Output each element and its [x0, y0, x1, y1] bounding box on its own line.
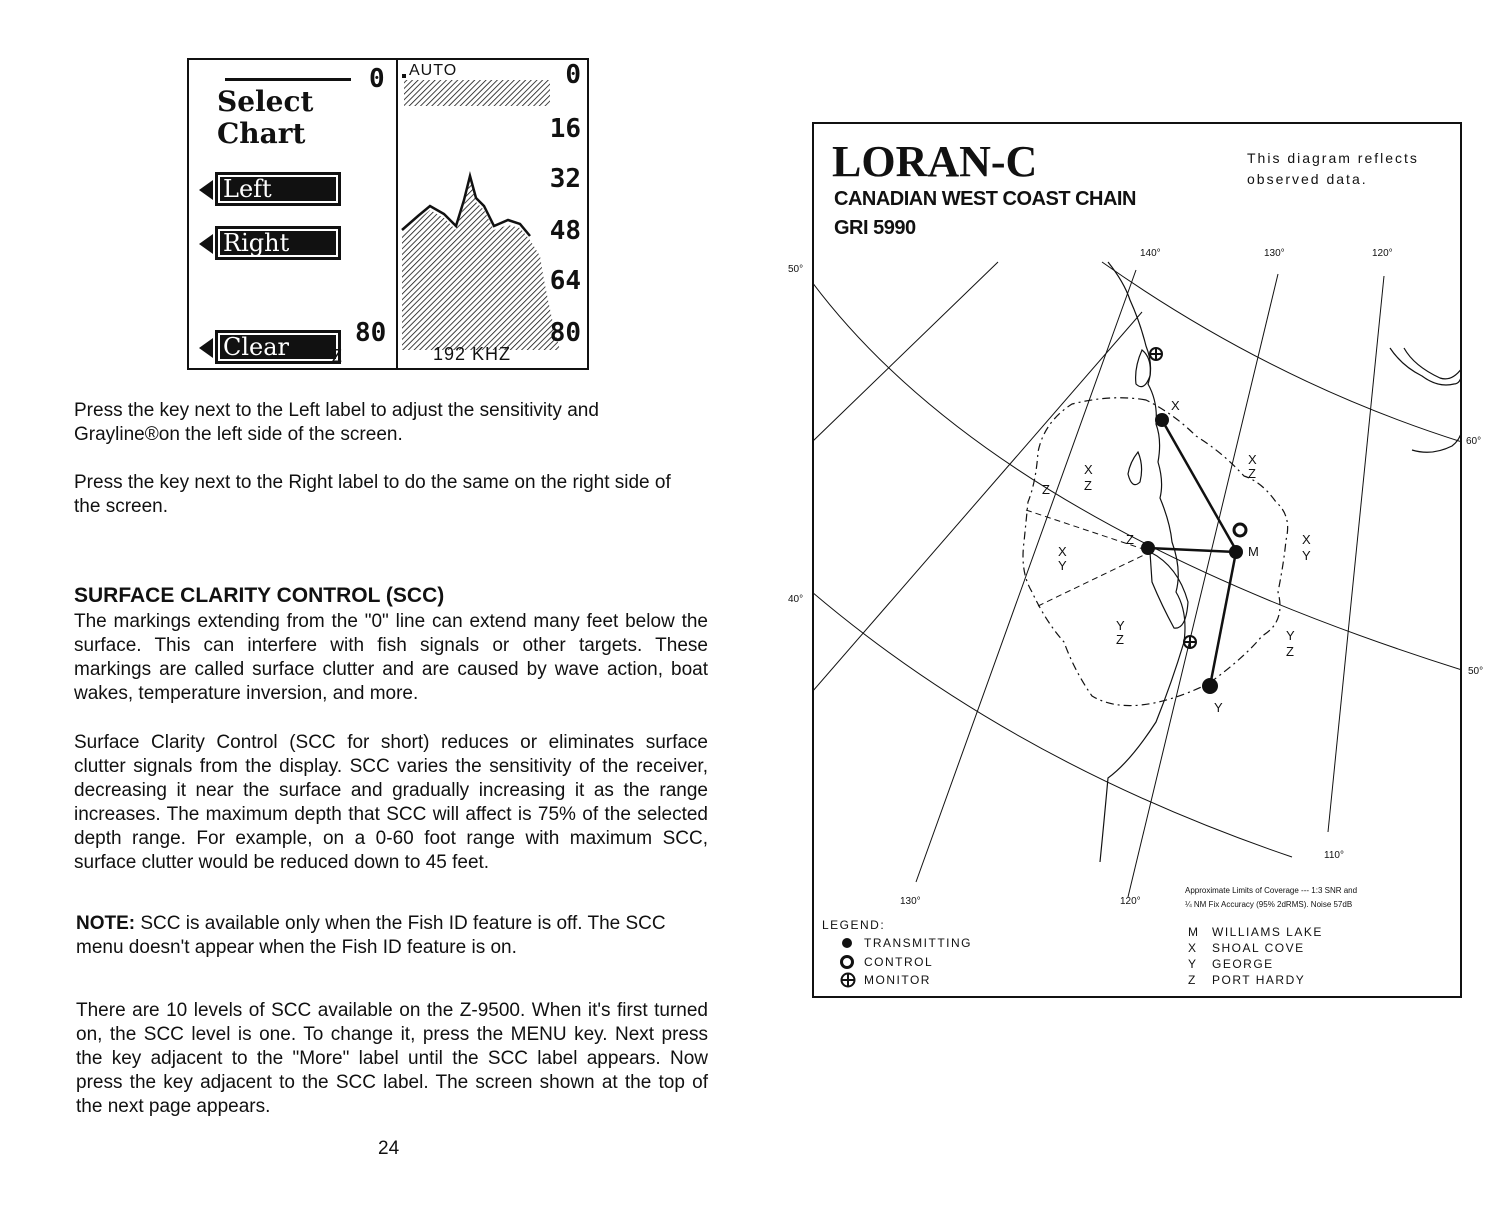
frequency-label: 192 KHZ [433, 344, 512, 364]
map-letter: M [1248, 544, 1259, 559]
depth-0: 0 [565, 60, 581, 90]
map-letter: Y [1214, 700, 1223, 715]
menu-title-line1: Select [217, 85, 314, 118]
coverage-inner [1038, 554, 1146, 606]
map-letter: X [1248, 452, 1257, 467]
menu-title [217, 86, 313, 150]
lat-label: 60° [1466, 436, 1482, 447]
hudson-coast [1390, 348, 1462, 385]
depth-80: 80 [549, 318, 581, 348]
legend-transmitting: TRANSMITTING [864, 936, 972, 950]
map-letter: Z [1248, 466, 1256, 481]
map-title: LORAN-C [832, 137, 1038, 186]
map-letter: Z [1116, 632, 1124, 647]
station-code-y: Y [1188, 957, 1198, 971]
control-station-icon [1234, 524, 1246, 536]
transmitting-station-y [1202, 678, 1218, 694]
legend-control: CONTROL [864, 955, 934, 969]
menu-title-line2: Chart [217, 117, 306, 150]
map-letter: Z [1286, 644, 1294, 659]
map-letter: Z [1084, 478, 1092, 493]
station-code-x: X [1188, 941, 1198, 955]
map-letter: Z [1042, 482, 1050, 497]
island [1128, 452, 1142, 485]
map-letter: Y [1286, 628, 1295, 643]
lon-label: 120° [1372, 248, 1393, 259]
auto-label: AUTO [409, 62, 458, 79]
paragraph-right-label: Press the key next to the Right label to do the same on the right side of the screen. [74, 472, 671, 517]
map-letter: Y [1058, 558, 1067, 573]
legend-monitor: MONITOR [864, 973, 931, 987]
map-letter: Y [1116, 618, 1125, 633]
paragraph-scc-intro: The markings extending from the "0" line can extend many feet below the surface. This can interfere with fish signals or other targets. These markings are called surface clutter and are caused by wave action, boat wakes, temperature inversion, and more. [74, 611, 708, 704]
depth-32: 32 [549, 164, 581, 194]
monitor-station-icon [1150, 348, 1162, 360]
clear-button[interactable]: Clear [215, 330, 341, 364]
legend-title: LEGEND: [822, 918, 886, 932]
transmitting-station-x [1155, 413, 1169, 427]
parallel-50 [812, 282, 1462, 670]
meridian-extra-2 [812, 312, 1142, 692]
right-arrow-icon [199, 234, 213, 254]
meridian-extra [812, 262, 998, 442]
section-heading: SURFACE CLARITY CONTROL (SCC) [74, 584, 445, 607]
page-number: 24 [378, 1138, 400, 1159]
map-letter: Y [1302, 548, 1311, 563]
transmitting-station-z [1141, 541, 1155, 555]
clear-arrow-icon [199, 338, 213, 358]
surface-clutter [404, 80, 550, 106]
vancouver-island [1150, 552, 1188, 628]
map-gri: GRI 5990 [834, 217, 916, 239]
station-code-m: M [1188, 925, 1200, 939]
station-name-y: GEORGE [1212, 957, 1274, 971]
map-letter: X [1084, 462, 1093, 477]
map-letter: X [1302, 532, 1311, 547]
station-code-z: Z [1188, 973, 1197, 987]
lon-label: 130° [900, 896, 921, 907]
transmitting-icon [842, 938, 852, 948]
map-letter: X [1171, 398, 1180, 413]
left-button[interactable]: Left [215, 172, 341, 206]
lon-label: 140° [1140, 248, 1161, 259]
coverage-note-1: Approximate Limits of Coverage --- 1:3 SNR and [1185, 886, 1358, 895]
baseline-m-y [1210, 552, 1236, 686]
lat-label: 40° [788, 594, 804, 605]
station-name-x: SHOAL COVE [1212, 941, 1305, 955]
monitor-icon [840, 972, 856, 988]
lat-label: 50° [788, 264, 804, 275]
depth-16: 16 [549, 114, 581, 144]
note-label: NOTE: [76, 913, 136, 934]
meridian-120 [1328, 276, 1384, 832]
station-name-m: WILLIAMS LAKE [1212, 925, 1323, 939]
z-marker: Z [331, 346, 342, 367]
lon-label: 110° [1324, 850, 1344, 861]
lon-label: 130° [1264, 248, 1285, 259]
control-icon [840, 955, 854, 969]
map-letter: Z [1126, 532, 1134, 547]
baseline-m-x [1162, 420, 1236, 550]
lon-label: 120° [1120, 896, 1141, 907]
depth-64: 64 [549, 266, 581, 296]
note-text: SCC is available only when the Fish ID feature is off. The SCC menu doesn't appear when the Fish ID feature is on. [76, 913, 666, 958]
bottom-contour [402, 180, 560, 350]
left-scale-top: 0 [369, 64, 385, 94]
island [1136, 350, 1151, 387]
paragraph-scc-levels: There are 10 levels of SCC available on the Z-9500. When it's first turned on, the SCC level is one. To change it, press the MENU key. Next press the key adjacent to the "More" label until the SCC label appears. Now press the key adjacent to the SCC label. The screen shown at the top of the next page appears. [76, 1000, 708, 1117]
auto-marker [402, 74, 406, 78]
sonar-screen-figure [187, 58, 589, 370]
depth-48: 48 [549, 216, 581, 246]
map-letter: X [1058, 544, 1067, 559]
left-arrow-icon [199, 180, 213, 200]
coverage-note-2: ¼ NM Fix Accuracy (95% 2dRMS). Noise 57dB [1185, 900, 1353, 909]
loran-chart-drawing [812, 122, 1462, 998]
station-name-z: PORT HARDY [1212, 973, 1306, 987]
meridian-140 [916, 270, 1136, 882]
monitor-station-icon [1184, 636, 1196, 648]
right-button[interactable]: Right [215, 226, 341, 260]
left-scale-bottom: 80 [355, 318, 387, 348]
note-paragraph [76, 912, 710, 960]
lat-label: 50° [1468, 666, 1484, 677]
surface-line [225, 78, 351, 81]
paragraph-scc-detail: Surface Clarity Control (SCC for short) reduces or eliminates surface clutter signals from the display. SCC varies the sensitivity of the receiver, decreasing it near the surface and gradually increasing it as the range increases. The maximum depth that SCC will affect is 75% of the selected depth range. For example, on a 0-60 foot range with maximum SCC, surface clutter would be reduced down to 45 feet. [74, 732, 708, 873]
map-subtitle: CANADIAN WEST COAST CHAIN [834, 188, 1136, 210]
paragraph-left-label: Press the key next to the Left label to adjust the sensitivity and Grayline®on the left side of the screen. [74, 400, 599, 445]
map-note: This diagram reflects observed data. [1247, 150, 1419, 187]
transmitting-station-m [1229, 545, 1243, 559]
coastline [1100, 262, 1185, 862]
